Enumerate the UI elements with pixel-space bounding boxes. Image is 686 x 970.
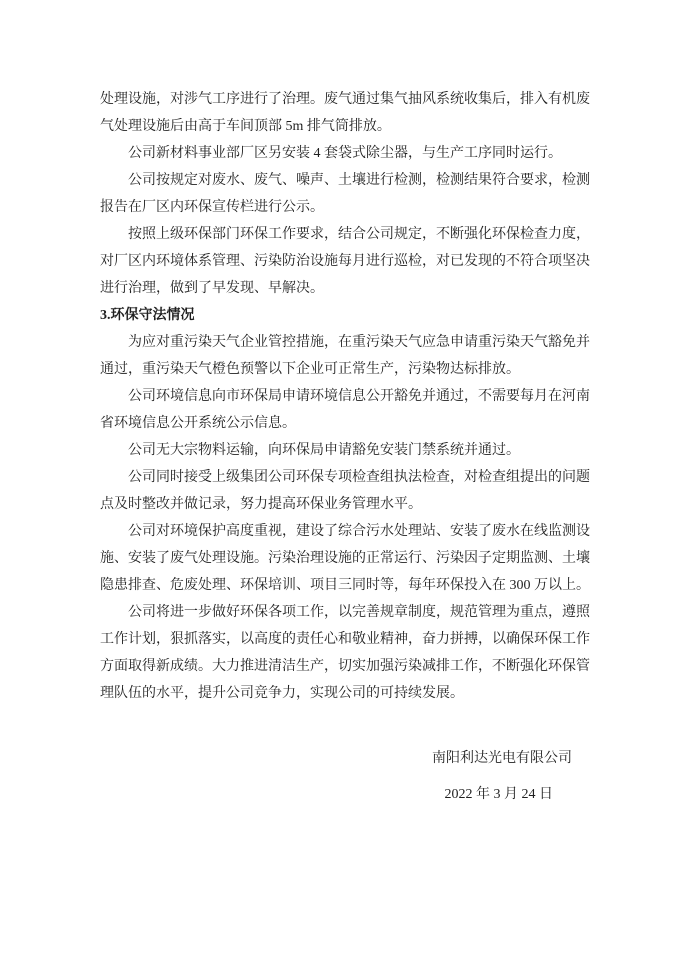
paragraph: 公司按规定对废水、废气、噪声、土壤进行检测，检测结果符合要求，检测报告在厂区内环保宣传栏进行公示。: [100, 173, 590, 215]
paragraph: 公司对环境保护高度重视，建设了综合污水处理站、安装了废水在线监测设施、安装了废气处理设施。污染治理设施的正常运行、污染因子定期监测、土壤隐患排查、危废处理、环保培训、项目三同时等，每年环保投入在 300 万以上。: [100, 524, 590, 593]
paragraph: 公司将进一步做好环保各项工作，以完善规章制度，规范管理为重点，遵照工作计划，狠抓落实，以高度的责任心和敬业精神，奋力拼搏，以确保环保工作方面取得新成绩。大力推进清洁生产，切实加强污染减排工作，不断强化环保管理队伍的水平，提升公司竞争力，实现公司的可持续发展。: [100, 605, 590, 701]
company-signature: 南阳利达光电有限公司: [432, 751, 572, 766]
paragraph: 公司同时接受上级集团公司环保专项检查组执法检查，对检查组提出的问题点及时整改并做记录，努力提高环保业务管理水平。: [100, 470, 590, 512]
document-body: [100, 86, 590, 808]
paragraph: 按照上级环保部门环保工作要求，结合公司规定，不断强化环保检查力度，对厂区内环境体系管理、污染防治设施每月进行巡检，对已发现的不符合项坚决进行治理，做到了早发现、早解决。: [100, 227, 590, 296]
paragraph: 公司环境信息向市环保局申请环境信息公开豁免并通过，不需要每月在河南省环境信息公开系统公示信息。: [100, 389, 590, 431]
section-heading: 3.环保守法情况: [100, 308, 195, 323]
paragraph: 公司新材料事业部厂区另安装 4 套袋式除尘器，与生产工序同时运行。: [128, 146, 562, 161]
paragraph: 公司无大宗物料运输，向环保局申请豁免安装门禁系统并通过。: [128, 443, 520, 458]
paragraph: 处理设施，对涉气工序进行了治理。废气通过集气抽风系统收集后，排入有机废气处理设施后由高于车间顶部 5m 排气筒排放。: [100, 92, 590, 134]
document-date: 2022 年 3 月 24 日: [444, 787, 553, 802]
paragraph: 为应对重污染天气企业管控措施，在重污染天气应急申请重污染天气豁免并通过，重污染天气橙色预警以下企业可正常生产，污染物达标排放。: [100, 335, 590, 377]
